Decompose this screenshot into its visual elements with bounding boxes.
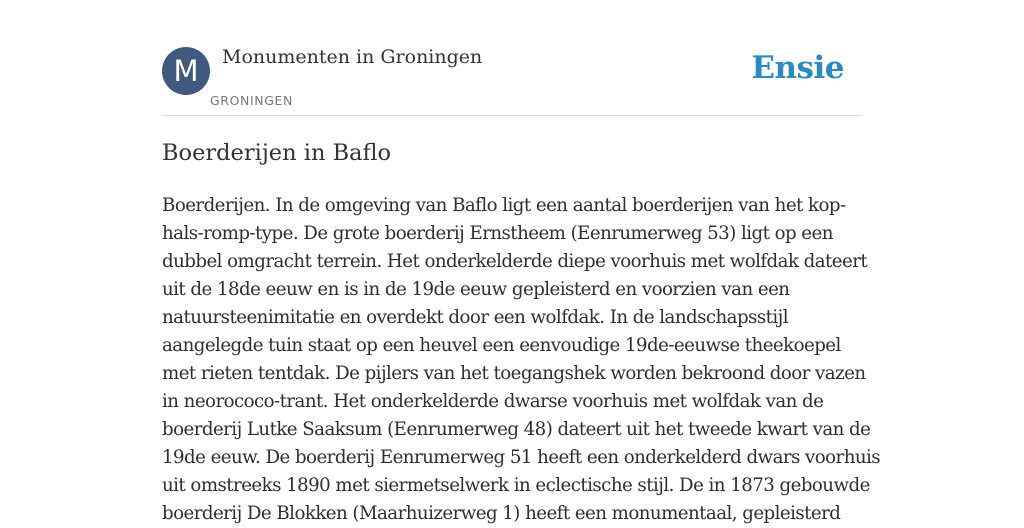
article-body-line: Boerderijen. In de omgeving van Baflo ligt een aantal boerderijen van het kop- (162, 195, 846, 216)
article-body-line: uit omstreeks 1890 met siermetselwerk in eclectische stijl. De in 1873 gebouwde (162, 475, 870, 496)
article-body-line: 19de eeuw. De boerderij Eenrumerweg 51 heeft een onderkelderd dwars voorhuis (162, 447, 881, 468)
article-body-line: aangelegde tuin staat op een heuvel een eenvoudige 19de-eeuwse theekoepel (162, 335, 841, 356)
brand-logo[interactable]: Ensie (751, 50, 844, 86)
book-title-link[interactable]: Monumenten in Groningen (222, 46, 483, 68)
article-body-line: met rieten tentdak. De pijlers van het toegangshek worden bekroond door vazen (162, 363, 866, 384)
article-body-line: natuursteenimitatie en overdekt door een wolfdak. In de landschapsstijl (162, 307, 789, 328)
article-body-line: uit de 18de eeuw en is in de 19de eeuw gepleisterd en voorzien van een (162, 279, 790, 300)
article-title: Boerderijen in Baflo (162, 140, 392, 166)
avatar[interactable]: M (162, 47, 210, 95)
article-body-line: dubbel omgracht terrein. Het onderkelderde diepe voorhuis met wolfdak dateert (162, 251, 868, 272)
article-body-line: boerderij Lutke Saaksum (Eenrumerweg 48) dateert uit het tweede kwart van de (162, 419, 871, 440)
category-label[interactable]: GRONINGEN (210, 93, 293, 108)
article-body-line: hals-romp-type. De grote boerderij Ernstheem (Eenrumerweg 53) ligt op een (162, 223, 833, 244)
page (162, 0, 881, 524)
header (162, 0, 862, 116)
article-body-line: boerderij De Blokken (Maarhuizerweg 1) heeft een monumentaal, gepleisterd (162, 503, 841, 524)
article-body (162, 192, 881, 528)
article-body-line: in neorococo-trant. Het onderkelderde dwarse voorhuis met wolfdak van de (162, 391, 824, 412)
